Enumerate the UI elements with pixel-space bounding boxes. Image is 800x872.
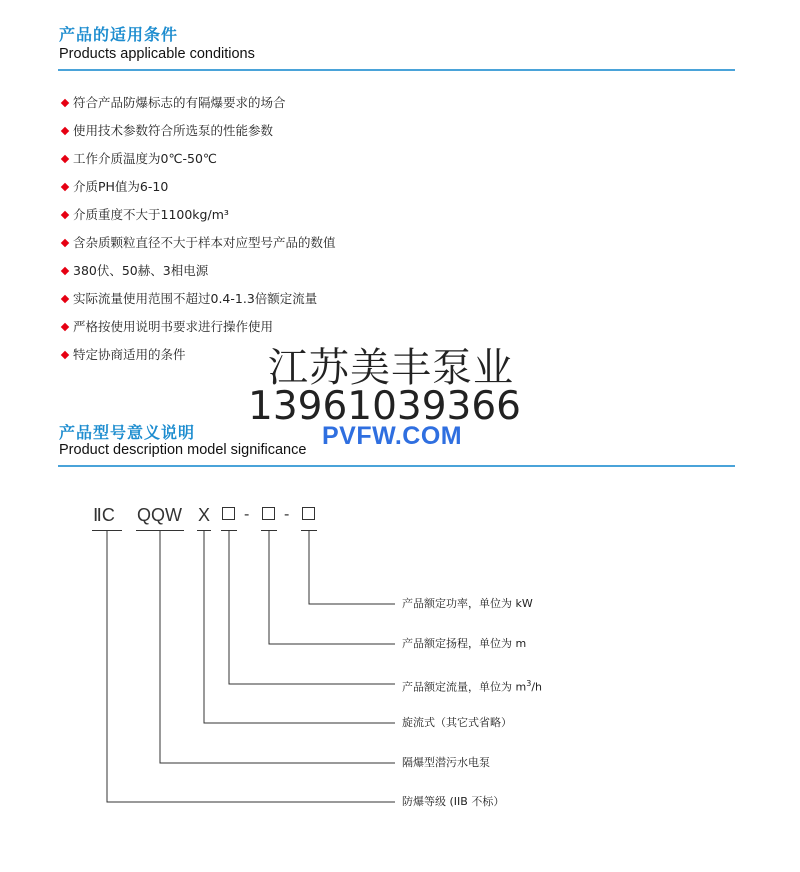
model-title-en: Product description model significance xyxy=(59,442,307,458)
legend-flow: 产品额定流量，单位为 $m^3/h$ xyxy=(402,679,542,694)
connector-swirl xyxy=(204,531,395,723)
legend-pump-type: 隔爆型潜污水电泵 xyxy=(402,756,490,769)
condition-item: 工作介质温度为0℃-50℃ xyxy=(60,150,336,178)
model-code-type: QQW xyxy=(137,505,182,525)
condition-item: 使用技术参数符合所选泵的性能参数 xyxy=(60,122,336,150)
watermark-phone: 13961039366 xyxy=(248,384,521,429)
condition-item: 实际流量使用范围不超过0.4-1.3倍额定流量 xyxy=(60,290,336,318)
model-code-dash: - xyxy=(284,506,290,523)
condition-item: 介质重度不大于1100kg/m³ xyxy=(60,206,336,234)
connector-explosion xyxy=(107,531,395,802)
condition-item: 380伏、50赫、3相电源 xyxy=(60,262,336,290)
condition-item: 特定协商适用的条件 xyxy=(60,346,336,374)
condition-item: 符合产品防爆标志的有隔爆要求的场合 xyxy=(60,94,336,122)
connector-head xyxy=(269,531,395,644)
condition-item: 严格按使用说明书要求进行操作使用 xyxy=(60,318,336,346)
connector-pump-type xyxy=(160,531,395,763)
legend-explosion-grade: 防爆等级 (IIB 不标） xyxy=(402,795,505,808)
connector-power xyxy=(309,531,395,604)
model-title-cn: 产品型号意义说明 xyxy=(59,423,196,442)
condition-item: 介质PH值为6-10 xyxy=(60,178,336,206)
legend-head: 产品额定扬程，单位为 m xyxy=(402,637,527,650)
model-code-explosion: ⅡC xyxy=(93,505,115,525)
conditions-title-en: Products applicable conditions xyxy=(59,46,255,62)
conditions-title-cn: 产品的适用条件 xyxy=(59,25,179,44)
legend-swirl: 旋流式（其它式省略） xyxy=(402,716,512,729)
connector-flow xyxy=(229,531,395,684)
condition-item: 含杂质颗粒直径不大于样本对应型号产品的数值 xyxy=(60,234,336,262)
legend-power: 产品额定功率，单位为 kW xyxy=(402,597,533,610)
watermark-company: 江苏美丰泵业 xyxy=(268,345,514,391)
watermark-site: PVFW.COM xyxy=(322,422,463,450)
model-code-dash: - xyxy=(244,506,250,523)
model-code-swirl: X xyxy=(198,505,211,525)
